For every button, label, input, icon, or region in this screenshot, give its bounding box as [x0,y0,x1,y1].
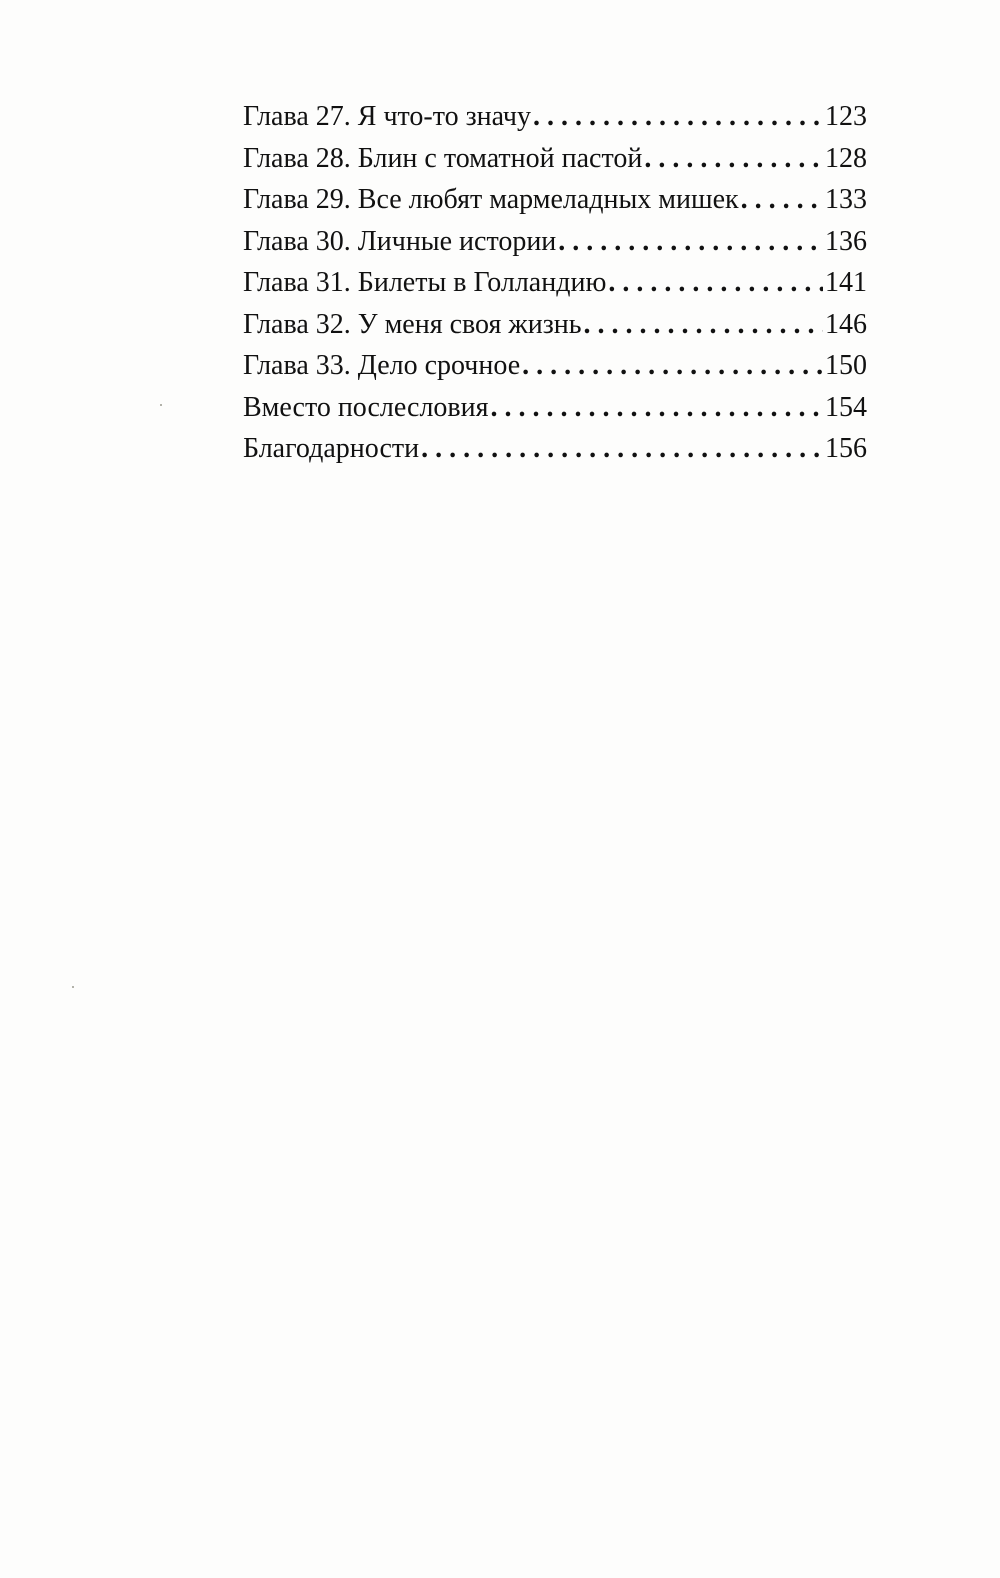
toc-entry [243,345,867,387]
toc-entry-page: 154 [825,391,867,423]
toc-entry [243,387,867,429]
toc-leader-dots [584,304,823,346]
toc-entry-title: Глава 32. У меня своя жизнь [243,308,582,340]
toc-entry-page: 123 [825,101,867,132]
toc-entry-title: Глава 27. Я что-то значу [243,101,532,132]
paper-speck [160,404,162,406]
toc-entry-title: Глава 31. Билеты в Голландию [243,267,607,298]
toc-entry-title: Вместо послесловия [243,391,489,423]
toc-entry-page: 156 [825,433,867,464]
paper-speck [72,986,74,988]
toc-entry-page: 136 [825,225,867,257]
toc-leader-dots [533,96,823,138]
toc-entry-title: Глава 29. Все любят мармеладных мишек [243,184,739,215]
toc-entry [243,96,867,138]
toc-entry [243,221,867,263]
toc-leader-dots [608,262,823,304]
toc-entry-page: 146 [825,308,867,340]
toc-leader-dots [522,345,823,387]
toc-entry-page: 141 [825,267,867,298]
toc-entry-page: 150 [825,350,867,381]
toc-leader-dots [644,138,823,180]
toc-entry [243,179,867,221]
toc-entry [243,304,867,346]
toc-entry-title: Глава 30. Личные истории [243,225,557,257]
toc-entry [243,138,867,180]
toc-entry-page: 133 [825,184,867,215]
toc-leader-dots [741,179,823,221]
toc-entry-page: 128 [825,142,867,174]
toc-entry [243,428,867,470]
toc-entry-title: Глава 33. Дело срочное [243,350,521,381]
toc-entry [243,262,867,304]
toc-entry-title: Глава 28. Блин с томатной пастой [243,142,643,174]
toc-leader-dots [421,428,823,470]
table-of-contents [243,96,867,470]
toc-leader-dots [558,221,823,263]
toc-leader-dots [491,387,823,429]
toc-entry-title: Благодарности [243,433,420,464]
